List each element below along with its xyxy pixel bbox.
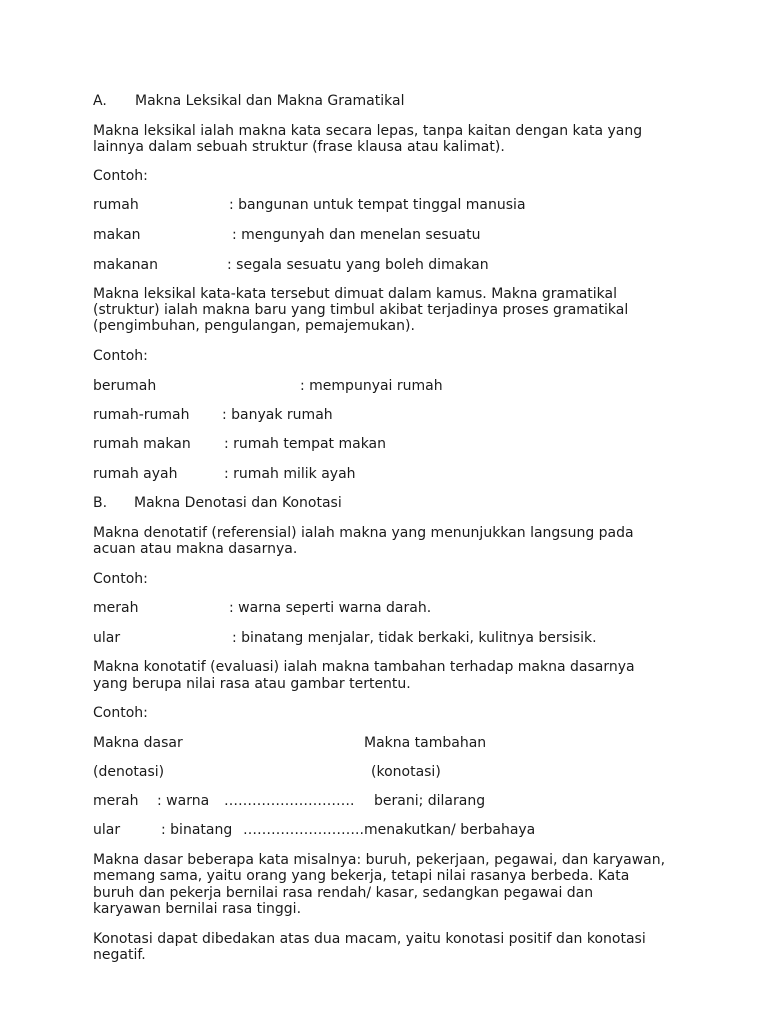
header-left: Makna dasar: [93, 735, 183, 751]
closing-line: Makna dasar beberapa kata misalnya: buruh, pekerjaan, pegawai, dan karyawan,: [93, 852, 666, 868]
example-meaning: : segala sesuatu yang boleh dimakan: [227, 257, 489, 273]
example-word: makan: [93, 227, 141, 243]
row-base: : binatang: [161, 822, 233, 838]
example-meaning: : bangunan untuk tempat tinggal manusia: [229, 197, 526, 213]
example-meaning: : mempunyai rumah: [300, 378, 443, 394]
section-b-letter: B.: [93, 495, 108, 511]
example-meaning: : mengunyah dan menelan sesuatu: [232, 227, 481, 243]
connotative-line: Makna konotatif (evaluasi) ialah makna tambahan terhadap makna dasarnya: [93, 659, 635, 675]
denotative-line: Makna denotatif (referensial) ialah makna yang menunjukkan langsung pada: [93, 525, 634, 541]
example-word: merah: [93, 600, 139, 616]
example-word: makanan: [93, 257, 158, 273]
intro-line: Makna leksikal ialah makna kata secara lepas, tanpa kaitan dengan kata yang: [93, 123, 643, 139]
row-base: : warna: [157, 793, 210, 809]
example-label: Contoh:: [93, 571, 148, 587]
example-word: rumah ayah: [93, 466, 178, 482]
example-word: ular: [93, 630, 121, 646]
example-label: Contoh:: [93, 348, 148, 364]
denotative-line: acuan atau makna dasarnya.: [93, 541, 298, 557]
example-word: rumah-rumah: [93, 407, 190, 423]
grammatical-line: Makna leksikal kata-kata tersebut dimuat dalam kamus. Makna gramatikal: [93, 286, 618, 302]
section-b-title: Makna Denotasi dan Konotasi: [134, 495, 342, 511]
closing-line: memang sama, yaitu orang yang bekerja, tetapi nilai rasanya berbeda. Kata: [93, 868, 630, 884]
row-word: ular: [93, 822, 121, 838]
subheader-left: (denotasi): [93, 764, 165, 780]
subheader-right: (konotasi): [371, 764, 441, 780]
example-label: Contoh:: [93, 168, 148, 184]
grammatical-line: (struktur) ialah makna baru yang timbul akibat terjadinya proses gramatikal: [93, 302, 629, 318]
row-word: merah: [93, 793, 139, 809]
section-a-letter: A.: [93, 93, 107, 109]
grammatical-line: (pengimbuhan, pengulangan, pemajemukan).: [93, 318, 415, 334]
example-meaning: : rumah milik ayah: [224, 466, 356, 482]
example-label: Contoh:: [93, 705, 148, 721]
header-right: Makna tambahan: [364, 735, 487, 751]
example-word: rumah makan: [93, 436, 191, 452]
row-extra: berani; dilarang: [374, 793, 486, 809]
example-meaning: : binatang menjalar, tidak berkaki, kulitnya bersisik.: [232, 630, 597, 646]
intro-line: lainnya dalam sebuah struktur (frase klausa atau kalimat).: [93, 139, 505, 155]
example-meaning: : rumah tempat makan: [224, 436, 387, 452]
row-extra: menakutkan/ berbahaya: [364, 822, 536, 838]
closing-line: negatif.: [93, 947, 146, 963]
example-word: rumah: [93, 197, 139, 213]
connotative-line: yang berupa nilai rasa atau gambar tertentu.: [93, 676, 411, 692]
row-dots: ……………………..: [243, 822, 364, 838]
example-meaning: : warna seperti warna darah.: [229, 600, 432, 616]
section-a-title: Makna Leksikal dan Makna Gramatikal: [135, 93, 405, 109]
example-word: berumah: [93, 378, 157, 394]
closing-line: buruh dan pekerja bernilai rasa rendah/ kasar, sedangkan pegawai dan: [93, 885, 594, 901]
closing-line: Konotasi dapat dibedakan atas dua macam, yaitu konotasi positif dan konotasi: [93, 931, 646, 947]
closing-line: karyawan bernilai rasa tinggi.: [93, 901, 302, 917]
example-meaning: : banyak rumah: [222, 407, 333, 423]
row-dots: ……………………….: [224, 793, 355, 809]
